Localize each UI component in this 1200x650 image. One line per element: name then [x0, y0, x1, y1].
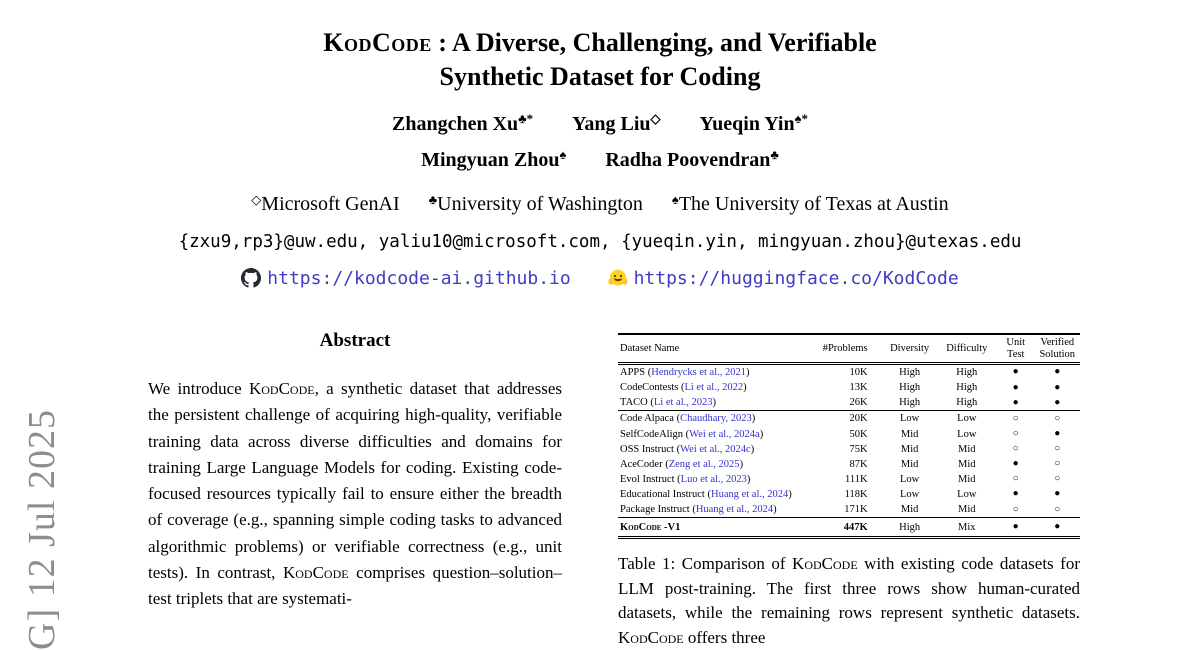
unit-test-cell: ●	[1012, 366, 1019, 378]
diversity-cell: High	[899, 367, 921, 379]
difficulty-cell: Mid	[958, 473, 976, 485]
author-affil-mark: ♣	[770, 147, 779, 162]
affiliation-utexas	[672, 193, 949, 215]
diversity-cell: Mid	[900, 428, 919, 440]
verified-solution-cell: ●	[1054, 427, 1061, 439]
unit-test-cell: ●	[1012, 381, 1019, 393]
affiliation-name: The University of Texas at Austin	[678, 193, 949, 215]
unit-test-cell: ○	[1012, 443, 1019, 455]
huggingface-url[interactable]: https://huggingface.co/KodCode	[633, 268, 959, 289]
dataset-name: TACO	[620, 397, 648, 409]
table-row	[618, 395, 1080, 411]
diversity-cell: High	[883, 518, 940, 538]
table-row	[618, 364, 1080, 381]
dataset-name-cell: Package Instruct (Huang et al., 2024)	[620, 504, 777, 516]
table-row	[618, 502, 1080, 518]
header-unit-test	[997, 334, 1038, 364]
verified-solution-cell: ○	[1037, 411, 1080, 427]
table-row	[618, 457, 1080, 472]
diversity-cell: Low	[900, 489, 920, 501]
links-row	[0, 268, 1200, 293]
citation-link[interactable]: Hendrycks et al., 2021	[651, 367, 747, 379]
author-name: Zhangchen Xu	[391, 113, 519, 135]
verified-solution-cell: ○	[1054, 443, 1061, 455]
title-block	[0, 26, 1200, 94]
difficulty-cell: High	[956, 367, 978, 379]
authors-row-2	[0, 149, 1200, 172]
author-name: Mingyuan Zhou	[421, 149, 560, 171]
diversity-cell: High	[899, 382, 921, 394]
github-url[interactable]: https://kodcode-ai.github.io	[267, 268, 571, 289]
abstract-text	[148, 376, 562, 613]
verified-solution-cell: ○	[1054, 503, 1061, 515]
difficulty-cell: Mid	[958, 504, 976, 516]
author-name: Radha Poovendran	[605, 149, 771, 171]
author-affil-mark: ♠	[559, 147, 567, 162]
dataset-name-cell: TACO (Li et al., 2023)	[620, 397, 716, 409]
unit-test-cell: ●	[1012, 396, 1019, 408]
caption-segment: offers three	[683, 627, 766, 647]
problems-cell: 447K	[811, 518, 883, 538]
header-line: Test	[1007, 348, 1025, 360]
paper-title-line2: Synthetic Dataset for Coding	[439, 62, 761, 91]
citation-link[interactable]: Huang et al., 2024	[695, 504, 774, 516]
hugging-face-icon	[608, 268, 628, 293]
verified-solution-cell: ●	[1037, 518, 1080, 538]
diversity-cell: Low	[883, 411, 940, 427]
verified-solution-cell: ●	[1054, 381, 1061, 393]
dataset-name: Evol Instruct	[620, 473, 675, 485]
github-link[interactable]	[241, 268, 570, 289]
dataset-name-cell: SelfCodeAlign (Wei et al., 2024a)	[620, 428, 764, 440]
citation-link[interactable]: Wei et al., 2024a	[689, 428, 760, 440]
author-emails: {zxu9,rp3}@uw.edu, yaliu10@microsoft.com, {yueqin.yin, mingyuan.zhou}@utexas.edu	[178, 232, 1022, 252]
unit-test-cell: ○	[997, 411, 1038, 427]
header-problems: #Problems	[811, 334, 883, 364]
abstract-heading: Abstract	[319, 330, 391, 351]
caption-segment: with existing code datasets for LLM post-training. The first three rows show human-curated datasets, while the remaining rows represent synthetic datasets.	[618, 554, 1080, 623]
table-row	[618, 472, 1080, 487]
problems-cell: 50K	[849, 428, 868, 440]
citation-link[interactable]: Wei et al., 2024c	[680, 443, 751, 455]
verified-solution-cell: ●	[1054, 488, 1061, 500]
verified-solution-cell: ●	[1054, 366, 1061, 378]
problems-cell: 20K	[811, 411, 883, 427]
author-yueqin-yin	[700, 113, 808, 135]
table-row	[618, 380, 1080, 395]
difficulty-cell: High	[956, 397, 978, 409]
dataset-name-cell: Code Alpaca (Chaudhary, 2023)	[618, 411, 811, 427]
affil-mark: ◇	[251, 192, 262, 207]
affiliation-microsoft	[251, 193, 399, 215]
verified-solution-cell: ●	[1054, 396, 1061, 408]
problems-cell: 10K	[849, 367, 868, 379]
kodcode-wordmark: KodCode	[792, 554, 858, 574]
dataset-name-cell: APPS (Hendrycks et al., 2021)	[620, 367, 750, 379]
caption-segment: Table 1: Comparison of	[618, 554, 793, 574]
header-line: Solution	[1039, 348, 1076, 360]
author-affil-mark: ◇	[650, 111, 661, 126]
citation-link[interactable]: Li et al., 2022	[684, 382, 744, 394]
abstract-segment: We introduce	[148, 379, 249, 398]
header-dataset-name: Dataset Name	[618, 334, 811, 364]
table-row	[618, 487, 1080, 502]
problems-cell: 87K	[849, 458, 868, 470]
citation-link[interactable]: Chaudhary, 2023	[680, 413, 752, 425]
header-difficulty: Difficulty	[940, 334, 997, 364]
table-caption	[618, 552, 1080, 650]
problems-cell: 171K	[844, 504, 868, 516]
authors-row-1	[0, 113, 1200, 136]
difficulty-cell: High	[956, 382, 978, 394]
table-row	[618, 518, 1080, 538]
dataset-name: APPS	[620, 367, 646, 379]
abstract-segment: , a synthetic dataset that addresses the persistent challenge of acquiring high-quality, verifiable training data across diverse difficulties and domains for training Large Language Models for coding. Existing code-focused resources typically fail to ensure either the breadth of coverage (e.g., spanning simple coding tasks to advanced algorithmic problems) or verifiable correctness (e.g., unit tests). In contrast,	[148, 379, 562, 583]
dataset-name-cell: CodeContests (Li et al., 2022)	[620, 382, 747, 394]
dataset-name-cell: AceCoder (Zeng et al., 2025)	[620, 458, 744, 470]
difficulty-cell: Low	[940, 411, 997, 427]
affiliation-name: University of Washington	[437, 193, 643, 215]
affiliation-uw	[429, 193, 643, 215]
unit-test-cell: ○	[1012, 427, 1019, 439]
diversity-cell: Mid	[900, 458, 919, 470]
unit-test-cell: ○	[1012, 503, 1019, 515]
header-line: Unit	[1006, 337, 1026, 348]
affil-mark: ♣	[428, 192, 438, 207]
citation-link[interactable]: Zeng et al., 2025	[668, 458, 740, 470]
kodcode-wordmark: KodCode	[323, 28, 432, 57]
dataset-name-cell: OSS Instruct (Wei et al., 2024c)	[620, 443, 755, 455]
author-zhangchen-xu	[392, 113, 533, 135]
kodcode-wordmark: KodCode	[282, 563, 349, 583]
author-affil-mark: ♠*	[794, 111, 809, 126]
unit-test-cell: ○	[1012, 473, 1019, 485]
affiliation-name: Microsoft GenAI	[261, 193, 400, 215]
author-name: Yang Liu	[572, 113, 651, 135]
table-row	[618, 427, 1080, 442]
comparison-table	[618, 333, 1080, 539]
difficulty-cell: Low	[957, 428, 977, 440]
github-icon	[241, 268, 261, 293]
dataset-name: Educational Instruct	[620, 489, 705, 501]
huggingface-link[interactable]	[608, 268, 959, 289]
kodcode-wordmark: KodCode	[248, 379, 315, 398]
author-affil-mark: ♣*	[518, 111, 534, 126]
author-radha-poovendran	[605, 149, 779, 171]
comparison-table-body	[618, 364, 1080, 538]
dataset-name-cell: Educational Instruct (Huang et al., 2024)	[620, 489, 792, 501]
abstract-section	[148, 330, 562, 613]
problems-cell: 118K	[844, 489, 868, 501]
dataset-name-cell: Evol Instruct (Luo et al., 2023)	[620, 473, 751, 485]
table-row	[618, 411, 1080, 427]
affil-mark: ♠	[671, 192, 679, 207]
unit-test-cell: ●	[1012, 458, 1019, 470]
verified-solution-cell: ○	[1054, 458, 1061, 470]
dataset-name: OSS Instruct	[620, 443, 674, 455]
difficulty-cell: Mix	[940, 518, 997, 538]
dataset-name: Code Alpaca	[620, 413, 674, 425]
kodcode-wordmark: KodCode	[618, 627, 684, 647]
affiliations-row	[0, 193, 1200, 216]
table-section	[618, 333, 1080, 650]
difficulty-cell: Mid	[958, 443, 976, 455]
dataset-name: KodCode -V1	[620, 521, 681, 533]
dataset-name-cell	[618, 518, 811, 538]
author-mingyuan-zhou	[421, 149, 566, 171]
verified-solution-cell: ○	[1054, 473, 1061, 485]
table-row	[618, 442, 1080, 457]
diversity-cell: Mid	[900, 443, 919, 455]
unit-test-cell: ●	[1012, 488, 1019, 500]
problems-cell: 13K	[849, 382, 868, 394]
dataset-name: Package Instruct	[620, 504, 690, 516]
comparison-table-header	[618, 334, 1080, 364]
citation-link[interactable]: Luo et al., 2023	[680, 473, 747, 485]
diversity-cell: Mid	[900, 504, 919, 516]
citation-link[interactable]: Li et al., 2023	[653, 397, 713, 409]
problems-cell: 111K	[845, 473, 868, 485]
paper-title-rest: : A Diverse, Challenging, and Verifiable	[431, 28, 877, 57]
header-diversity: Diversity	[883, 334, 940, 364]
arxiv-watermark: G] 12 Jul 2025	[21, 409, 63, 650]
unit-test-cell: ●	[997, 518, 1038, 538]
author-yang-liu	[572, 113, 660, 135]
difficulty-cell: Mid	[958, 458, 976, 470]
problems-cell: 26K	[849, 397, 868, 409]
header-verified-solution	[1037, 334, 1080, 364]
author-name: Yueqin Yin	[699, 113, 795, 135]
dataset-name: AceCoder	[620, 458, 663, 470]
dataset-name: SelfCodeAlign	[620, 428, 683, 440]
difficulty-cell: Low	[957, 489, 977, 501]
diversity-cell: Low	[900, 473, 920, 485]
abstract-segment: comprises question–solution–test triplets that are systemati-	[148, 563, 563, 609]
paper-title-line1	[0, 26, 1200, 60]
header-line: Verified	[1040, 337, 1075, 348]
dataset-name: CodeContests	[620, 382, 679, 394]
problems-cell: 75K	[849, 443, 868, 455]
citation-link[interactable]: Huang et al., 2024	[710, 489, 789, 501]
diversity-cell: High	[899, 397, 921, 409]
